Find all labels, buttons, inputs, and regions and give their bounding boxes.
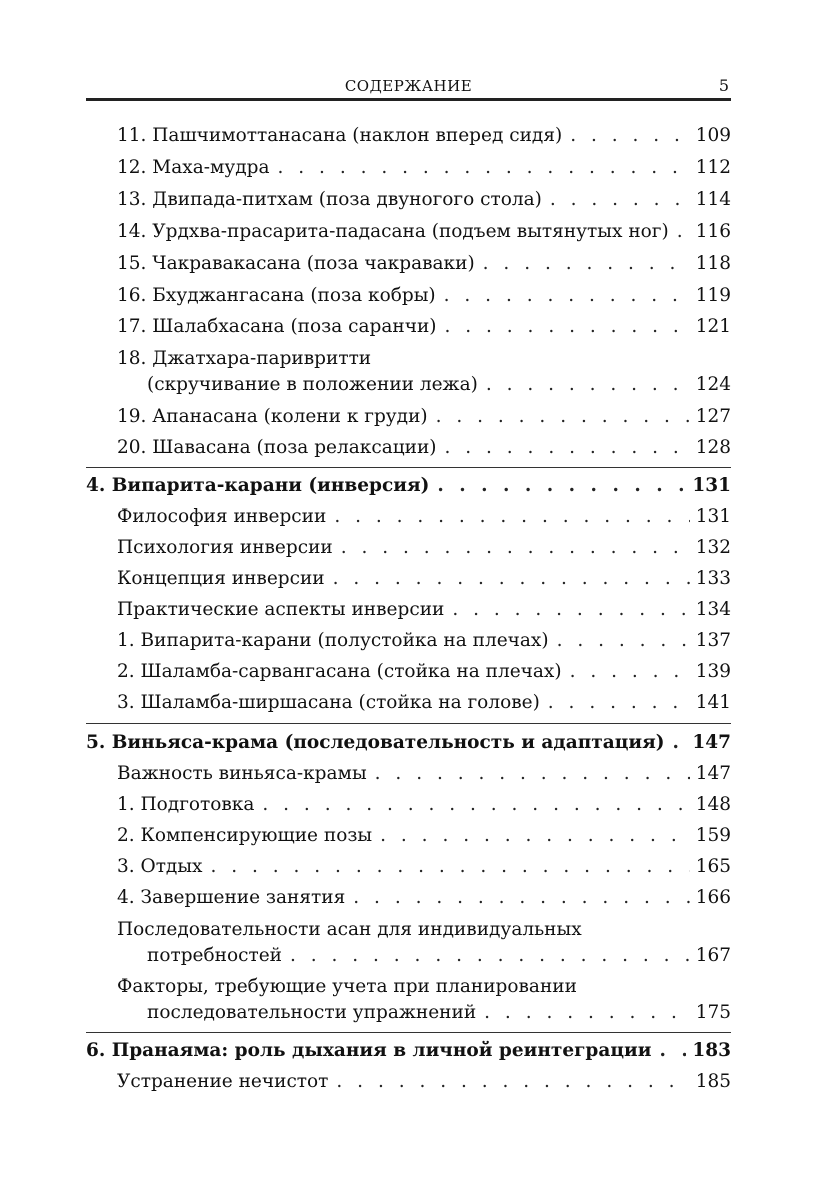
dot-leader xyxy=(452,599,689,621)
toc-entry-label: Устранение нечистот xyxy=(117,1071,329,1092)
toc-entry-label: 11. Пашчимоттанасана (наклон вперед сидя) xyxy=(117,125,563,146)
dot-leader xyxy=(677,221,690,243)
dot-leader xyxy=(278,157,690,179)
toc-entry[interactable] xyxy=(117,221,731,243)
toc-entry-page: 124 xyxy=(695,374,731,395)
toc-entry-label: 2. Компенсирующие позы xyxy=(117,825,373,846)
toc-entry[interactable] xyxy=(117,253,731,275)
toc-entry-page: 112 xyxy=(695,157,731,178)
toc-section-label: 6. Пранаяма: роль дыхания в личной реинтеграции xyxy=(86,1040,652,1061)
toc-entry-page: 159 xyxy=(695,825,731,846)
toc-section-page: 131 xyxy=(692,475,731,496)
dot-leader xyxy=(570,125,689,147)
dot-leader xyxy=(336,1071,689,1093)
dot-leader xyxy=(353,887,689,909)
toc-entry-page: 147 xyxy=(695,763,731,784)
running-header xyxy=(86,76,731,101)
toc-entry[interactable] xyxy=(117,285,731,307)
header-page-number: 5 xyxy=(718,76,729,95)
toc-entry[interactable] xyxy=(117,316,731,338)
dot-leader xyxy=(570,661,690,683)
toc-entry-page: 166 xyxy=(695,887,731,908)
dot-leader xyxy=(333,568,690,590)
toc-entry-label: 15. Чакравакасана (поза чакраваки) xyxy=(117,253,475,274)
section-divider xyxy=(86,1032,731,1033)
toc-entry-page: 116 xyxy=(695,221,731,242)
toc-entry-label: 2. Шаламба-сарвангасана (стойка на плечах) xyxy=(117,661,562,682)
toc-entry[interactable] xyxy=(117,157,731,179)
dot-leader xyxy=(673,732,687,754)
toc-entry-label: 13. Двипада-питхам (поза двуногого стола) xyxy=(117,189,542,210)
toc-entry-page: 133 xyxy=(695,568,731,589)
toc-entry[interactable] xyxy=(117,506,731,528)
toc-entry[interactable] xyxy=(147,374,731,396)
dot-leader xyxy=(334,506,689,528)
toc-entry-label: 19. Апанасана (колени к груди) xyxy=(117,406,428,427)
toc-section-6[interactable] xyxy=(86,1040,731,1062)
toc-entry-page: 175 xyxy=(695,1002,731,1023)
toc-entry-page: 134 xyxy=(695,599,731,620)
toc-entry[interactable] xyxy=(117,661,731,683)
dot-leader xyxy=(484,1002,690,1024)
toc-section-label: 5. Виньяса-крама (последовательность и адаптация) xyxy=(86,732,665,753)
dot-leader xyxy=(436,406,690,428)
toc-entry-label[interactable]: 18. Джатхара-паривритти xyxy=(117,348,372,369)
dot-leader xyxy=(290,945,690,967)
toc-section-page: 147 xyxy=(692,732,731,753)
toc-entry-label: 3. Шаламба-ширшасана (стойка на голове) xyxy=(117,692,540,713)
dot-leader xyxy=(380,825,690,847)
toc-entry-page: 131 xyxy=(695,506,731,527)
toc-section-4[interactable] xyxy=(86,475,731,497)
toc-entry[interactable] xyxy=(117,825,731,847)
toc-entry-page: 128 xyxy=(695,437,731,458)
toc-entry-label: 12. Маха-мудра xyxy=(117,157,270,178)
dot-leader xyxy=(486,374,690,396)
dot-leader xyxy=(262,794,689,816)
dot-leader xyxy=(483,253,690,275)
toc-entry-page: 127 xyxy=(695,406,731,427)
toc-entry-label: 20. Шавасана (поза релаксации) xyxy=(117,437,437,458)
toc-entry-label-continued: (скручивание в положении лежа) xyxy=(147,374,478,395)
toc-entry-label: 1. Випарита-карани (полустойка на плечах) xyxy=(117,630,549,651)
toc-entry[interactable] xyxy=(117,630,731,652)
dot-leader xyxy=(445,437,690,459)
toc-entry[interactable] xyxy=(117,794,731,816)
dot-leader xyxy=(445,316,690,338)
toc-entry[interactable] xyxy=(147,945,731,967)
toc-entry-page: 167 xyxy=(695,945,731,966)
dot-leader xyxy=(557,630,690,652)
toc-entry[interactable] xyxy=(117,537,731,559)
toc-entry-label[interactable]: Последовательности асан для индивидуальных xyxy=(117,919,582,940)
toc-entry[interactable] xyxy=(117,887,731,909)
toc-section-page: 183 xyxy=(692,1040,731,1061)
toc-entry-page: 165 xyxy=(695,856,731,877)
toc-entry-label: Важность виньяса-крамы xyxy=(117,763,367,784)
toc-entry-label: Практические аспекты инверсии xyxy=(117,599,445,620)
toc-entry-label: 1. Подготовка xyxy=(117,794,255,815)
toc-entry[interactable] xyxy=(117,692,731,714)
header-title: СОДЕРЖАНИЕ xyxy=(344,77,473,95)
toc-entry-page: 118 xyxy=(695,253,731,274)
toc-entry-page: 139 xyxy=(695,661,731,682)
dot-leader xyxy=(210,856,689,878)
toc-entry-label: 17. Шалабхасана (поза саранчи) xyxy=(117,316,437,337)
toc-section-5[interactable] xyxy=(86,732,731,754)
toc-entry[interactable] xyxy=(117,1071,731,1093)
toc-entry[interactable] xyxy=(117,125,731,147)
dot-leader xyxy=(375,763,690,785)
toc-entry[interactable] xyxy=(117,437,731,459)
toc-entry-page: 119 xyxy=(695,285,731,306)
toc-entry[interactable] xyxy=(117,763,731,785)
toc-entry-label: 14. Урдхва-прасарита-падасана (подъем вытянутых ног) xyxy=(117,221,669,242)
toc-entry-label: Философия инверсии xyxy=(117,506,327,527)
toc-entry-page: 185 xyxy=(695,1071,731,1092)
toc-entry-label: Психология инверсии xyxy=(117,537,333,558)
toc-entry-page: 121 xyxy=(695,316,731,337)
dot-leader xyxy=(444,285,690,307)
toc-entry-label: 16. Бхуджангасана (поза кобры) xyxy=(117,285,436,306)
toc-entry[interactable] xyxy=(117,189,731,211)
toc-entry-page: 141 xyxy=(695,692,731,713)
toc-entry[interactable] xyxy=(147,1002,731,1024)
toc-section-label: 4. Випарита-карани (инверсия) xyxy=(86,475,430,496)
section-divider xyxy=(86,467,731,468)
dot-leader xyxy=(437,475,686,497)
toc-entry-label: Концепция инверсии xyxy=(117,568,325,589)
toc-entry[interactable] xyxy=(117,406,731,428)
toc-entry-label: 4. Завершение занятия xyxy=(117,887,346,908)
toc-entry-page: 148 xyxy=(695,794,731,815)
toc-entry-label-continued: потребностей xyxy=(147,945,282,966)
dot-leader xyxy=(550,189,690,211)
toc-entry-label-continued: последовательности упражнений xyxy=(147,1002,477,1023)
toc-entry-page: 137 xyxy=(695,630,731,651)
section-divider xyxy=(86,723,731,724)
toc-entry-label[interactable]: Факторы, требующие учета при планировании xyxy=(117,976,577,997)
toc-entry[interactable] xyxy=(117,856,731,878)
toc-entry-page: 109 xyxy=(695,125,731,146)
toc-entry-label: 3. Отдых xyxy=(117,856,203,877)
toc-entry[interactable] xyxy=(117,599,731,621)
dot-leader xyxy=(341,537,690,559)
toc-entry-page: 114 xyxy=(695,189,731,210)
toc-entry-page: 132 xyxy=(695,537,731,558)
dot-leader xyxy=(548,692,690,714)
toc-entry[interactable] xyxy=(117,568,731,590)
dot-leader xyxy=(659,1040,686,1062)
